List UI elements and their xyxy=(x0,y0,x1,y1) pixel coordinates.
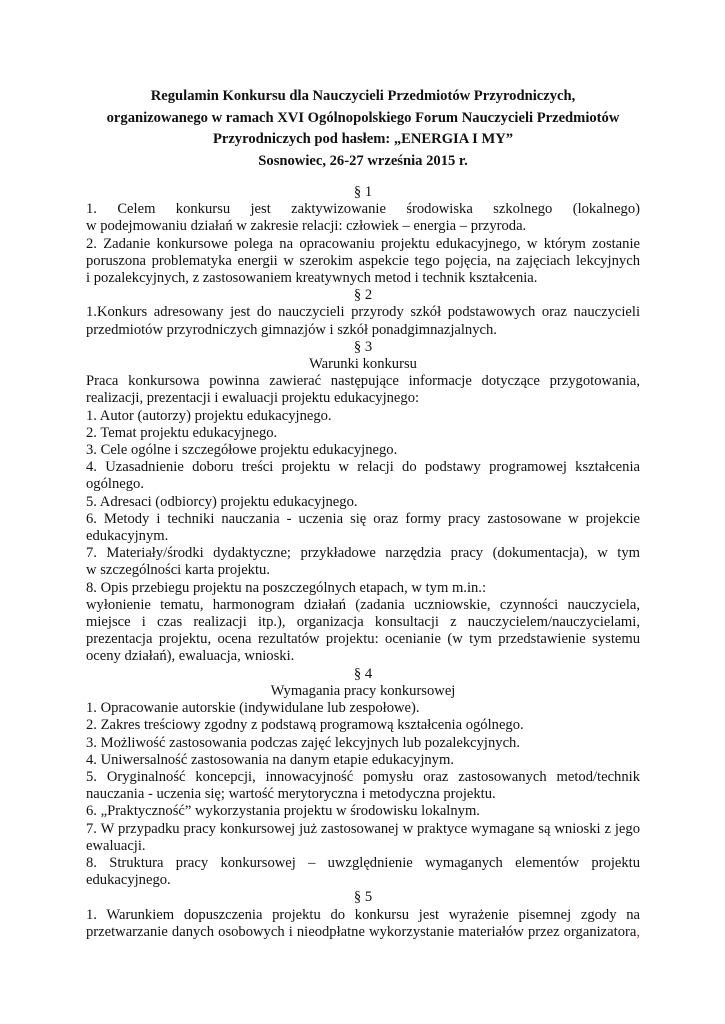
title-line-1: Regulamin Konkursu dla Nauczycieli Przedmiotów Przyrodniczych, xyxy=(150,88,576,104)
s1-paragraph-2-line-1: 2. Zadanie konkursowe polega na opracowaniu projektu edukacyjnego, w którym zostanie xyxy=(86,235,640,252)
s3-item-8-detail-line-1: wyłonienie tematu, harmonogram działań (zadania uczniowskie, czynności nauczyciela, xyxy=(86,596,640,613)
s4-item-4: 4. Uniwersalność zastosowania na danym etapie edukacyjnym. xyxy=(86,751,454,768)
title-line-2: organizowanego w ramach XVI Ogólnopolskiego Forum Nauczycieli Przedmiotów xyxy=(106,109,620,126)
section-4-subheading: Wymagania pracy konkursowej xyxy=(270,682,456,699)
title-line-4: Sosnowiec, 26-27 września 2015 r. xyxy=(258,152,468,169)
s3-item-5: 5. Adresaci (odbiorcy) projektu edukacyjnego. xyxy=(86,493,358,510)
s3-item-6-line-2: edukacyjnym. xyxy=(86,528,169,545)
section-3-subheading: Warunki konkursu xyxy=(309,356,417,373)
s3-item-8-detail-line-2: miejsce i czas realizacji itp.), organizacja konsultacji z nauczycielem/nauczycielami, xyxy=(86,614,640,631)
s3-intro-line-1: Praca konkursowa powinna zawierać następujące informacje dotyczące przygotowania, xyxy=(86,373,640,390)
s3-item-6-line-1: 6. Metody i techniki nauczania - uczenia się oraz formy pracy zastosowane w projekcie xyxy=(86,510,640,527)
s4-item-5-line-1: 5. Oryginalność koncepcji, innowacyjność pomysłu oraz zastosowanych metod/technik xyxy=(86,768,640,785)
s3-item-2: 2. Temat projektu edukacyjnego. xyxy=(86,424,278,441)
s1-paragraph-2-line-3: i pozalekcyjnych, z zastosowaniem kreatywnych metod i technik kształcenia. xyxy=(86,270,538,287)
s4-item-5-line-2: nauczania - uczenia się; wartość merytoryczna i metodyczna projektu. xyxy=(86,786,496,803)
document-title xyxy=(86,86,640,172)
s3-item-8: 8. Opis przebiegu projektu na poszczególnych etapach, w tym m.in.: xyxy=(86,579,486,596)
s4-item-7-line-1: 7. W przypadku pracy konkursowej już zastosowanej w praktyce wymagane są wnioski z jego xyxy=(86,820,640,837)
s4-item-6: 6. „Praktyczność” wykorzystania projektu w środowisku lokalnym. xyxy=(86,803,480,820)
s4-item-2: 2. Zakres treściowy zgodny z podstawą programową kształcenia ogólnego. xyxy=(86,717,524,734)
s4-item-3: 3. Możliwość zastosowania podczas zajęć lekcyjnych lub pozalekcyjnych. xyxy=(86,734,521,751)
s2-paragraph-1-line-2: przedmiotów przyrodniczych gimnazjów i szkół ponadgimnazjalnych. xyxy=(86,321,497,338)
s3-item-3: 3. Cele ogólne i szczegółowe projektu edukacyjnego. xyxy=(86,442,398,459)
s4-item-1: 1. Opracowanie autorskie (indywidulane lub zespołowe). xyxy=(86,700,420,717)
s5-trailing-comma: , xyxy=(636,923,640,940)
s5-paragraph-1-line-2 xyxy=(86,924,640,941)
s1-paragraph-2-line-2: poruszona problematyka energii w szerokim aspekcie tego pojęcia, na zajęciach lekcyjnych xyxy=(86,252,640,269)
s5-paragraph-1-line-2-text: przetwarzanie danych osobowych i nieodpłatne wykorzystanie materiałów przez organizatora xyxy=(86,923,637,940)
section-4-heading: § 4 xyxy=(353,665,373,682)
document-page xyxy=(86,86,640,941)
s3-item-1: 1. Autor (autorzy) projektu edukacyjnego. xyxy=(86,407,332,424)
s4-item-8-line-1: 8. Struktura pracy konkursowej – uwzględnienie wymaganych elementów projektu xyxy=(86,854,640,871)
s5-paragraph-1-line-1: 1. Warunkiem dopuszczenia projektu do konkursu jest wyrażenie pisemnej zgody na xyxy=(86,906,640,923)
s3-item-8-detail-line-3: prezentacja projektu, ocena rezultatów projektu: ocenianie (w tym przedstawienie systemu xyxy=(86,631,640,648)
s4-item-7-line-2: ewaluacji. xyxy=(86,837,146,854)
s1-paragraph-1-line-2: w podejmowaniu działań w zakresie relacji: człowiek – energia – przyroda. xyxy=(86,218,527,235)
s3-item-7-line-1: 7. Materiały/środki dydaktyczne; przykładowe narzędzia pracy (dokumentacja), w tym xyxy=(86,545,640,562)
section-5-heading: § 5 xyxy=(353,889,373,906)
section-1-heading: § 1 xyxy=(353,184,373,200)
s4-item-8-line-2: edukacyjnego. xyxy=(86,872,171,889)
s3-intro-line-2: realizacji, prezentacji i ewaluacji projektu edukacyjnego: xyxy=(86,390,420,407)
s1-paragraph-1-line-1: 1. Celem konkursu jest zaktywizowanie środowiska szkolnego (lokalnego) xyxy=(86,201,640,218)
title-line-3: Przyrodniczych pod hasłem: „ENERGIA I MY” xyxy=(212,131,514,147)
s3-item-7-line-2: w szczególności karta projektu. xyxy=(86,562,270,579)
s3-item-4-line-2: ogólnego. xyxy=(86,476,144,493)
s2-paragraph-1-line-1: 1.Konkurs adresowany jest do nauczycieli przyrody szkół podstawowych oraz nauczycieli xyxy=(86,304,640,321)
s3-item-8-detail-line-4: oceny działań), ewaluacja, wnioski. xyxy=(86,648,295,665)
s3-item-4-line-1: 4. Uzasadnienie doboru treści projektu w relacji do podstawy programowej kształcenia xyxy=(86,459,640,476)
section-2-heading: § 2 xyxy=(353,287,373,304)
section-3-heading: § 3 xyxy=(353,338,373,355)
